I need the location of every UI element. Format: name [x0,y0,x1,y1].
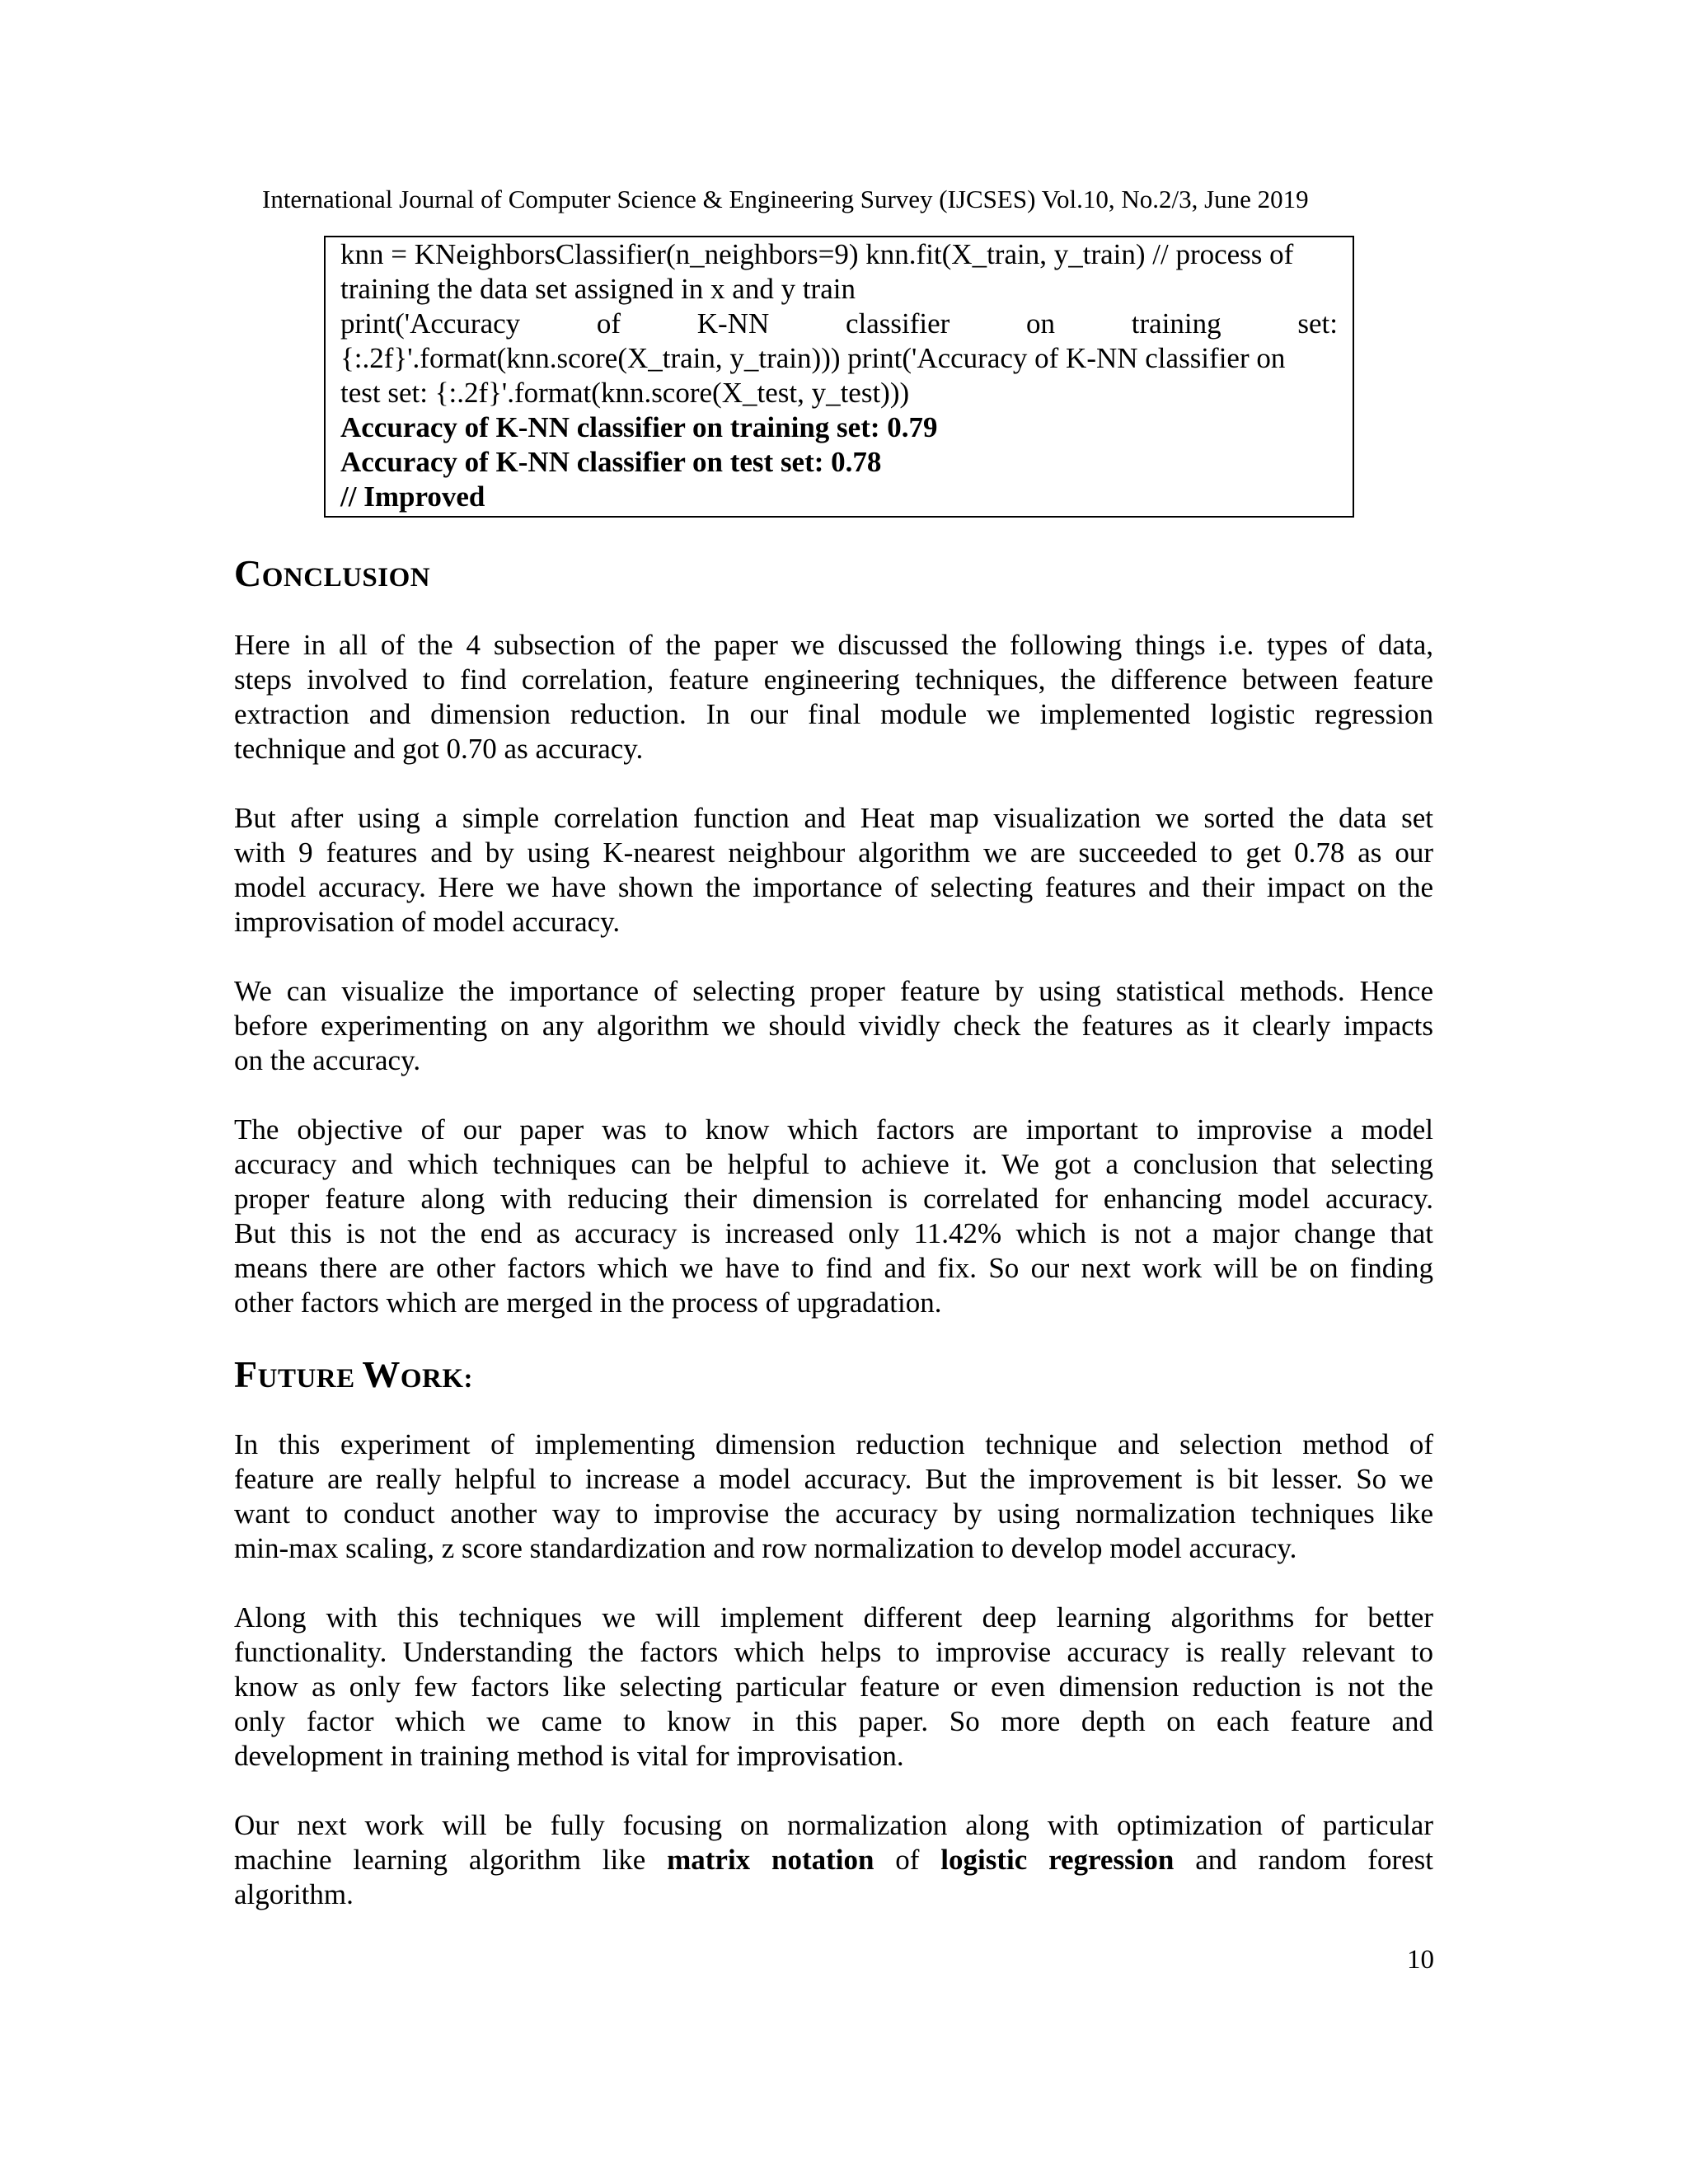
future-work-paragraph [234,1601,1433,1774]
text-line: proper feature along with reducing their dimension is correlated for enhancing model accuracy. [234,1183,1433,1215]
heading-initial: F [234,1353,258,1395]
text-run: and random forest [1174,1844,1434,1876]
text-line: want to conduct another way to improvise the accuracy by using normalization techniques like [234,1497,1433,1530]
code-box [324,236,1354,518]
text-line: means there are other factors which we have to find and fix. So our next work will be on finding [234,1252,1433,1284]
text-line: model accuracy. Here we have shown the importance of selecting features and their impact on the [234,871,1433,903]
text-line: know as only few factors like selecting particular feature or even dimension reduction is not the [234,1671,1433,1703]
text-line: on the accuracy. [234,1044,421,1076]
conclusion-paragraph [234,974,1433,1078]
text-line [234,1843,1433,1877]
code-comment-line: // Improved [340,480,485,513]
text-line: extraction and dimension reduction. In our final module we implemented logistic regression [234,698,1433,730]
conclusion-heading [234,554,430,598]
running-header: International Journal of Computer Science & Engineering Survey (IJCSES) Vol.10, No.2/3, June 2019 [262,185,1309,213]
heading-rest: UTURE [257,1364,363,1394]
text-line: before experimenting on any algorithm we should vividly check the features as it clearly impacts [234,1010,1433,1042]
future-work-paragraph [234,1808,1433,1912]
text-run: of [874,1844,941,1876]
future-work-heading [234,1355,473,1399]
code-line: test set: {:.2f}'.format(knn.score(X_test, y_test))) [340,377,910,409]
text-line: min-max scaling, z score standardization and row normalization to develop model accuracy. [234,1532,1297,1564]
code-line: training the data set assigned in x and y train [340,273,856,305]
text-line: development in training method is vital for improvisation. [234,1740,904,1772]
text-line: only factor which we came to know in this paper. So more depth on each feature and [234,1705,1433,1737]
text-line: algorithm. [234,1878,354,1910]
text-run: machine learning algorithm like [234,1844,668,1876]
code-output-line: Accuracy of K-NN classifier on test set: 0.78 [340,446,882,478]
text-line: But after using a simple correlation function and Heat map visualization we sorted the data set [234,802,1433,834]
conclusion-paragraph [234,801,1433,940]
bold-term: matrix notation [667,1844,874,1876]
code-output-line: Accuracy of K-NN classifier on training set: 0.79 [340,411,938,443]
conclusion-paragraph [234,628,1433,766]
text-line: with 9 features and by using K-nearest neighbour algorithm we are succeeded to get 0.78 as our [234,837,1433,869]
heading-rest: ONCLUSION [261,563,431,593]
text-line: Along with this techniques we will implement different deep learning algorithms for better [234,1601,1433,1633]
text-line: The objective of our paper was to know which factors are important to improvise a model [234,1113,1433,1146]
text-line: Our next work will be fully focusing on normalization along with optimization of particular [234,1809,1433,1841]
text-line: We can visualize the importance of selecting proper feature by using statistical methods. Hence [234,975,1433,1007]
conclusion-paragraph [234,1113,1433,1320]
code-line: {:.2f}'.format(knn.score(X_train, y_train))) print('Accuracy of K-NN classifier on [340,342,1286,374]
code-line: print('Accuracy of K-NN classifier on training set: [340,307,1338,340]
future-work-paragraph [234,1427,1433,1566]
text-line: improvisation of model accuracy. [234,906,621,938]
text-line: feature are really helpful to increase a model accuracy. But the improvement is bit lesser. So we [234,1463,1433,1495]
text-line: technique and got 0.70 as accuracy. [234,733,644,765]
text-line: But this is not the end as accuracy is increased only 11.42% which is not a major change that [234,1217,1433,1249]
heading-initial: C [234,552,262,594]
code-line: knn = KNeighborsClassifier(n_neighbors=9) knn.fit(X_train, y_train) // process of [340,238,1294,270]
text-line: other factors which are merged in the process of upgradation. [234,1286,942,1319]
bold-term: logistic regression [940,1844,1175,1876]
heading-initial: W [362,1353,401,1395]
text-line: Here in all of the 4 subsection of the paper we discussed the following things i.e. types of data, [234,629,1433,661]
text-line: accuracy and which techniques can be helpful to achieve it. We got a conclusion that selecting [234,1148,1433,1180]
text-line: In this experiment of implementing dimension reduction technique and selection method of [234,1428,1433,1460]
text-line: functionality. Understanding the factors which helps to improvise accuracy is really relevant to [234,1636,1433,1668]
text-line: steps involved to find correlation, feature engineering techniques, the difference between feature [234,663,1433,696]
heading-rest: ORK: [400,1364,474,1394]
page-number: 10 [1407,1945,1434,1975]
